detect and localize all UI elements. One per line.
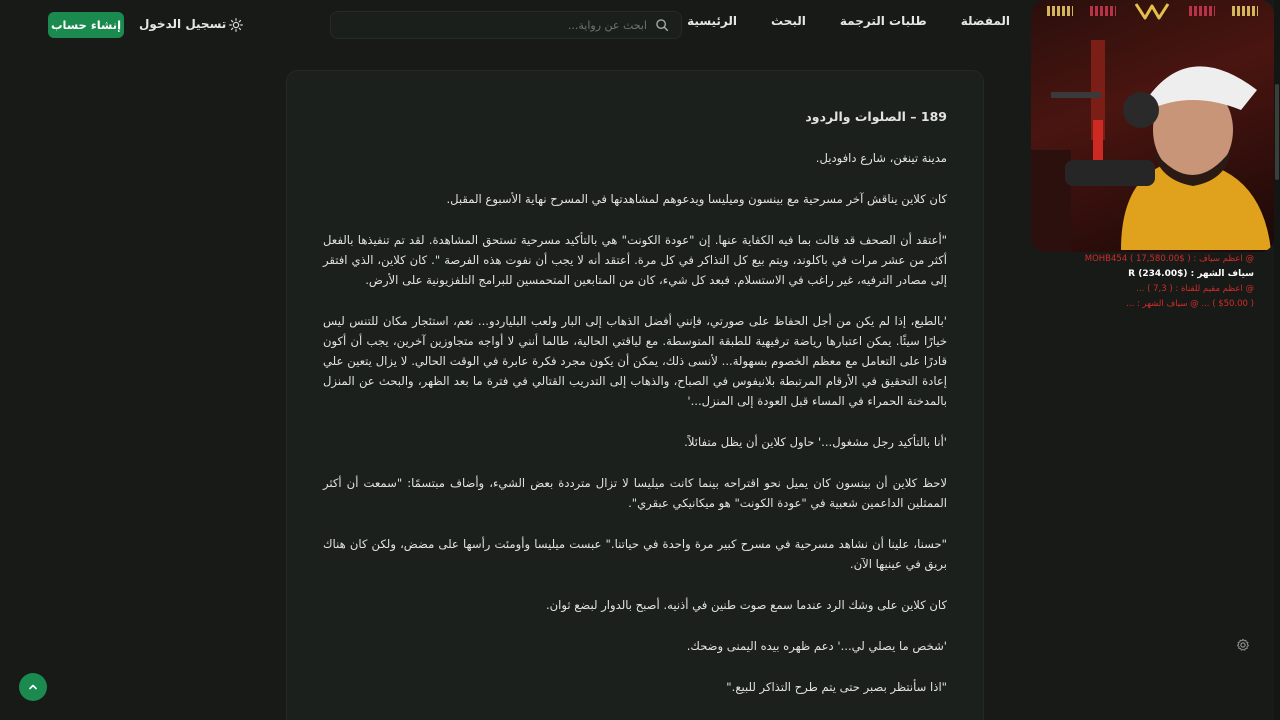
chapter-paragraph: 'شخص ما يصلي لي...' دعم ظهره بيده اليمنى وضحك. (686, 639, 947, 653)
chapter-paragraph: كان كلاين على وشك الرد عندما سمع صوت طنين في أذنيه. أصبح بالدوار لبضع ثوان. (545, 598, 947, 612)
chapter-reader (286, 70, 984, 720)
signup-button[interactable]: إنشاء حساب (48, 12, 124, 38)
chapter-paragraph: 'بالطبع، إذا لم يكن من أجل الحفاظ على صورتي، فإنني أفضل الذهاب إلى البار ولعب البلياردو... نعم، استئجار مكان للتنس ليس خيارًا سيئًا. يمكن اعتبارها رياضة ترفيهية للطبقة المتوسطة. مع لياقتي الحالية، طالما أنني لا أواجه متجاوزين آخرين، يجب أن أكون قادرًا على التعامل مع معظم الخصوم بسهولة... لأنسى ذلك، يمكن أن يكون مجرد فكرة عابرة في الوقت الحالي. لا يزال يتعين علي إعادة التحقيق في الأرقام المرتبطة بلانيفوس في الصباح، والذهاب إلى التدريب القتالي في فترة ما بعد الظهر، والبحث عن المنزل بالمدخنة الحمراء في المساء قبل العودة إلى المنزل...' (323, 314, 947, 408)
chapter-paragraph: كان كلاين يناقش آخر مسرحية مع بينسون وميليسا ويدعوهم لمشاهدتها في المسرح نهاية الأسبوع المقبل. (446, 192, 947, 206)
chapter-paragraph: "أعتقد أن الصحف قد قالت بما فيه الكفاية عنها. إن "عودة الكونت" هي بالتأكيد مسرحية تستحق المشاهدة. لقد تم تنفيذها بالفعل أكثر من عشر مرات في باكلوند، ويتم بيع كل التذاكر في كل مرة. أعتقد أنه لا يجب أن نفوت هذه الفرصة ". كان كلاين، الذي افتقر إلى مصادر الترفيه، غير راغب في الاستسلام. فبعد كل شيء، كان من المتابعين المتحمسين للبرامج التلفزيونية على الأرض. (323, 233, 947, 287)
chapter-paragraph: "اذا سأنتظر بصبر حتى يتم طرح التذاكر للبيع." (726, 680, 947, 694)
donations-board (1064, 252, 1254, 312)
theme-toggle-button[interactable] (226, 15, 246, 35)
reader-settings-button[interactable] (1234, 636, 1252, 654)
nav-link-translation-requests[interactable]: طلبات الترجمة (839, 14, 927, 28)
main-nav (687, 14, 1010, 28)
page-scrollbar[interactable] (1274, 0, 1280, 720)
nav-link-favorites[interactable]: المفضلة (960, 14, 1010, 28)
chapter-paragraph: 'أنا بالتأكيد رجل مشغول...' حاول كلاين أن يظل متفائلاً. (684, 435, 947, 449)
gear-icon (1236, 638, 1250, 652)
chapter-title: 189 – الصلوات والردود (805, 109, 947, 124)
month-swordsman-line: ( $50.00 ) ... @ سياف الشهر : ... (1126, 299, 1254, 309)
month-donor-line: سياف الشهر : ($234.00) R (1128, 269, 1254, 279)
sun-icon (229, 18, 243, 32)
nav-link-home[interactable]: الرئيسية (687, 14, 738, 28)
chapter-paragraph: "حسنا، علينا أن نشاهد مسرحية في مسرح كبير مرة واحدة في حياتنا." عبست ميليسا وأومئت رأسها على مضض، ولكن كان هناك بريق في عينيها الآن. (323, 537, 947, 571)
top-navbar (0, 0, 1030, 50)
search-bar[interactable] (330, 11, 682, 39)
search-input[interactable] (343, 19, 647, 32)
top-donor-line: @ اعظم سياف : ( $17,580.00 ) MOHB454 (1084, 254, 1254, 264)
top-member-line: @ اعظم مقيم للقناة : ( 7,3 ) ... (1136, 284, 1254, 294)
nav-link-search[interactable]: البحث (771, 14, 806, 28)
scrollbar-thumb[interactable] (1275, 84, 1279, 180)
scroll-to-top-button[interactable] (19, 673, 47, 701)
chapter-paragraph: لاحظ كلاين أن بينسون كان يميل نحو اقتراحه بينما كانت ميليسا لا تزال مترددة بعض الشيء، وأضاف مبتسمًا: "سمعت أن أكثر الممثلين الداعمين شعبية في "عودة الكونت" هو ميكانيكي عبقري". (323, 476, 947, 510)
webcam-overlay (1031, 0, 1274, 252)
search-icon (655, 18, 669, 32)
chevron-up-icon (27, 681, 39, 693)
streamer-webcam-image (1031, 0, 1274, 252)
login-link[interactable]: تسجيل الدخول (139, 17, 227, 31)
chapter-paragraph: مدينة تينغن، شارع دافوديل. (815, 151, 947, 165)
